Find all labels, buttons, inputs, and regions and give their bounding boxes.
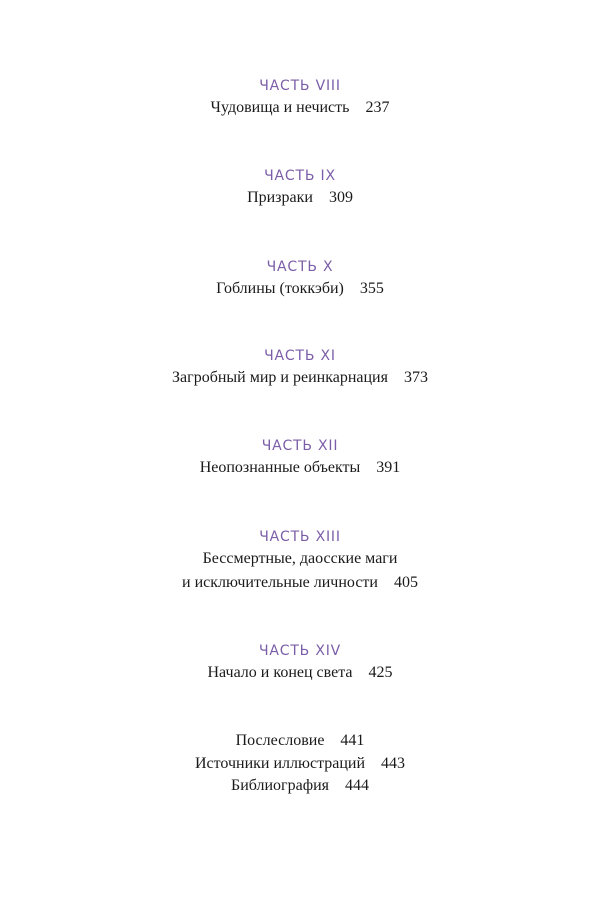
toc-entry-line-1[interactable]	[0, 547, 600, 571]
entry-title: и исключительные личности	[182, 574, 378, 591]
entry-title: Загробный мир и реинкарнация	[172, 369, 388, 386]
toc-entry[interactable]	[0, 96, 600, 120]
entry-title: Гоблины (токкэби)	[216, 280, 344, 297]
entry-title: Начало и конец света	[207, 664, 353, 681]
toc-part-8	[0, 76, 600, 120]
toc-entry-illustration-sources[interactable]	[0, 753, 600, 776]
part-label: ЧАСТЬ VIII	[259, 78, 341, 94]
part-label: ЧАСТЬ XII	[261, 438, 339, 454]
entry-page-number: 237	[365, 99, 390, 116]
toc-back-matter	[0, 730, 600, 798]
entry-page-number: 391	[376, 459, 401, 476]
toc-part-11	[0, 346, 600, 390]
toc-entry[interactable]	[0, 661, 600, 685]
entry-title: Бессмертные, даосские маги	[202, 550, 398, 567]
entry-title: Призраки	[247, 189, 313, 206]
part-label: ЧАСТЬ XIV	[258, 643, 342, 659]
entry-page-number: 373	[403, 369, 428, 386]
toc-part-14	[0, 641, 600, 685]
toc-entry[interactable]	[0, 456, 600, 480]
toc-entry[interactable]	[0, 366, 600, 390]
entry-title: Чудовища и нечисть	[210, 99, 350, 116]
toc-part-10	[0, 257, 600, 301]
toc-part-13	[0, 527, 600, 595]
entry-title: Послесловие	[235, 732, 325, 749]
entry-page-number: 444	[345, 777, 369, 794]
entry-title: Библиография	[231, 777, 329, 794]
entry-page-number: 425	[368, 664, 393, 681]
entry-title: Источники иллюстраций	[194, 754, 366, 772]
part-label: ЧАСТЬ IX	[264, 168, 336, 184]
entry-page-number: 443	[381, 754, 406, 772]
toc-part-9	[0, 166, 600, 210]
entry-page-number: 441	[340, 732, 365, 749]
toc-part-12	[0, 436, 600, 480]
part-label: ЧАСТЬ X	[266, 259, 334, 275]
entry-page-number: 355	[359, 280, 384, 297]
toc-entry-bibliography[interactable]	[0, 775, 600, 798]
part-label: ЧАСТЬ XI	[264, 348, 336, 364]
toc-entry-afterword[interactable]	[0, 730, 600, 753]
toc-entry[interactable]	[0, 277, 600, 301]
toc-entry-line-2[interactable]	[0, 571, 600, 595]
entry-page-number: 405	[393, 574, 418, 591]
entry-page-number: 309	[328, 189, 353, 206]
toc-entry[interactable]	[0, 186, 600, 210]
part-label: ЧАСТЬ XIII	[259, 529, 341, 545]
entry-title: Неопознанные объекты	[199, 459, 361, 476]
